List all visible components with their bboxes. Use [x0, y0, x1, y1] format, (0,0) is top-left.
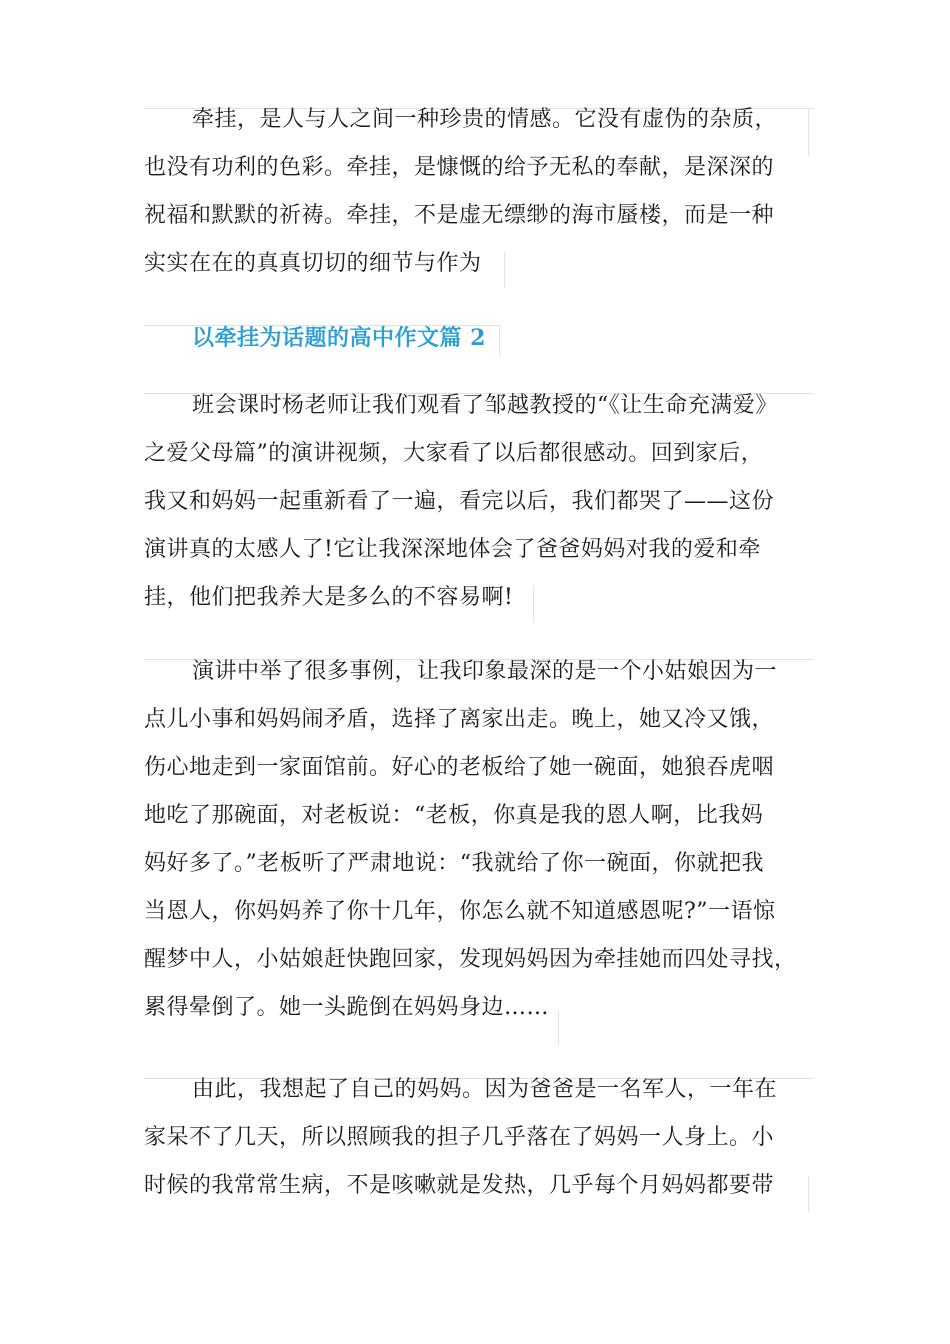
- paragraph-4: [144, 1066, 814, 1210]
- paragraph-line: 由此，我想起了自己的妈妈。因为爸爸是一名军人，一年在: [192, 1077, 778, 1102]
- paragraph-guide-line: [533, 586, 534, 622]
- paragraph-2: [144, 382, 814, 622]
- paragraph-line: 当恩人，你妈妈养了你十几年，你怎么就不知道感恩呢?”一语惊: [144, 899, 776, 924]
- paragraph-line: 我又和妈妈一起重新看了一遍，看完以后，我们都哭了——这份: [144, 489, 775, 514]
- paragraph-line: 也没有功利的色彩。牵挂，是慷慨的给予无私的奉献，是深深的: [144, 155, 775, 180]
- paragraph-line: 之爱父母篇”的演讲视频，大家看了以后都很感动。回到家后，: [144, 441, 764, 466]
- section-title: 以牵挂为话题的高中作文篇 2: [192, 325, 486, 351]
- paragraph-line: 演讲真的太感人了!它让我深深地体会了爸爸妈妈对我的爱和牵: [144, 537, 761, 562]
- paragraph-line: 伤心地走到一家面馆前。好心的老板给了她一碗面，她狼吞虎咽: [144, 755, 775, 780]
- paragraph-line: 地吃了那碗面，对老板说：“老板，你真是我的恩人啊，比我妈: [144, 803, 764, 828]
- paragraph-line: 家呆不了几天，所以照顾我的担子几乎落在了妈妈一人身上。小: [144, 1125, 775, 1150]
- paragraph-guide-line: [808, 1176, 809, 1212]
- paragraph-line: 牵挂，是人与人之间一种珍贵的情感。它没有虚伪的杂质，: [192, 107, 778, 132]
- paragraph-line: 醒梦中人，小姑娘赶快跑回家，发现妈妈因为牵挂她而四处寻找，: [144, 947, 797, 972]
- paragraph-line: 祝福和默默的祈祷。牵挂，不是虚无缥缈的海市蜃楼，而是一种: [144, 203, 775, 228]
- paragraph-line: 实实在在的真真切切的细节与作为: [144, 251, 482, 276]
- paragraph-line: 挂，他们把我养大是多么的不容易啊!: [144, 585, 514, 610]
- paragraph-3: [144, 648, 814, 1032]
- paragraph-line: 妈好多了。”老板听了严肃地说：“我就给了你一碗面，你就把我: [144, 851, 764, 876]
- paragraph-1: [144, 96, 814, 288]
- section-heading: [144, 314, 814, 362]
- paragraph-line: 点儿小事和妈妈闹矛盾，选择了离家出走。晚上，她又冷又饿，: [144, 707, 775, 732]
- paragraph-line: 班会课时杨老师让我们观看了邹越教授的“《让生命充满爱》: [192, 393, 778, 418]
- paragraph-guide-line: [558, 1010, 559, 1046]
- paragraph-line: 时候的我常常生病，不是咳嗽就是发热，几乎每个月妈妈都要带: [144, 1173, 775, 1198]
- paragraph-line: 累得晕倒了。她一头跪倒在妈妈身边……: [144, 995, 550, 1020]
- paragraph-guide-line: [504, 252, 505, 288]
- paragraph-line: 演讲中举了很多事例，让我印象最深的是一个小姑娘因为一: [192, 659, 778, 684]
